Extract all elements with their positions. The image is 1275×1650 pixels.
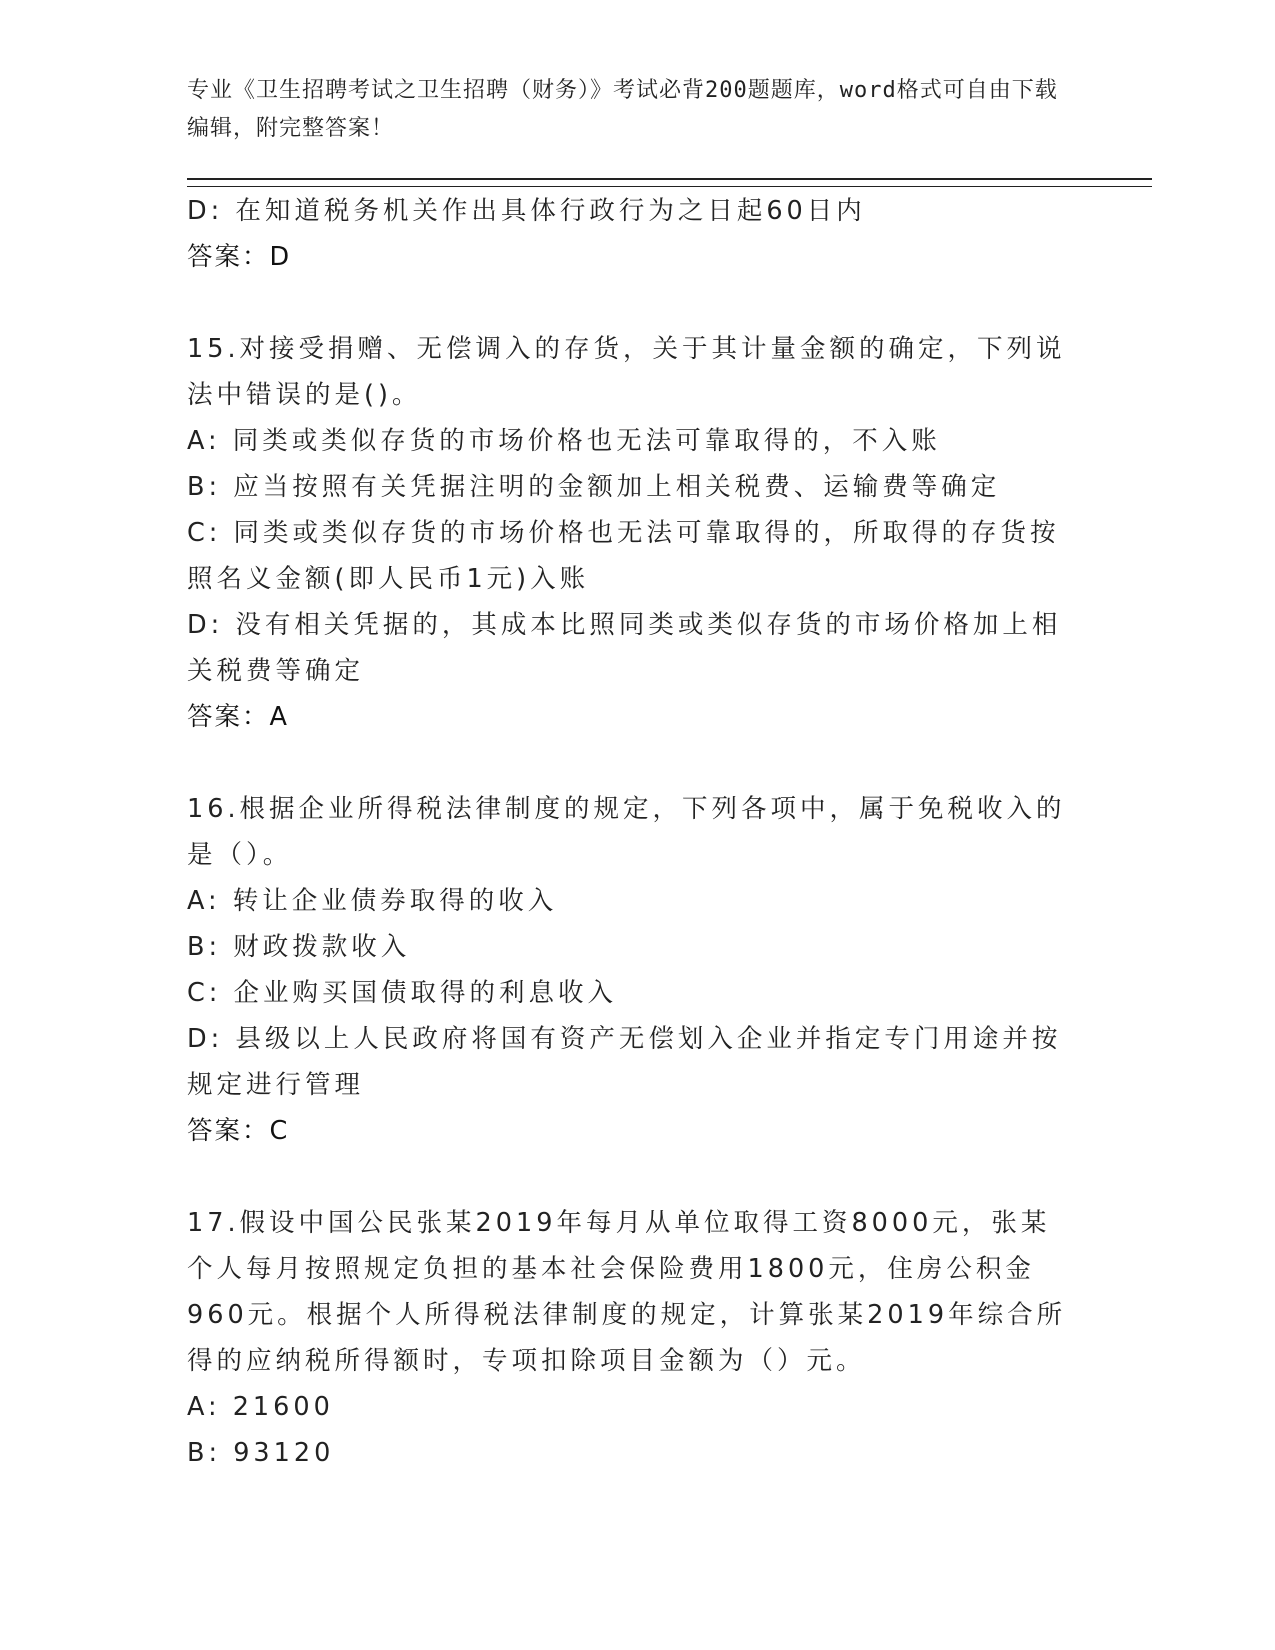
option-c: C: 同类或类似存货的市场价格也无法可靠取得的，所取得的存货按照名义金额(即人民币1元)入账 <box>187 518 1060 594</box>
spacer <box>187 740 1077 786</box>
question-17 <box>187 1200 1077 1476</box>
question-stem: 16.根据企业所得税法律制度的规定，下列各项中，属于免税收入的是（）。 <box>187 794 1066 870</box>
document-header <box>187 72 1067 148</box>
option-b: B: 应当按照有关凭据注明的金额加上相关税费、运输费等确定 <box>187 472 1001 502</box>
answer: 答案：A <box>187 702 289 732</box>
option-a: A: 转让企业债券取得的收入 <box>187 886 558 916</box>
header-divider <box>187 178 1152 187</box>
question-stem: 17.假设中国公民张某2019年每月从单位取得工资8000元，张某个人每月按照规定负担的基本社会保险费用1800元，住房公积金960元。根据个人所得税法律制度的规定，计算张某2019年综合所得的应纳税所得额时，专项扣除项目金额为（）元。 <box>187 1208 1067 1376</box>
option-c: C: 企业购买国债取得的利息收入 <box>187 978 618 1008</box>
spacer <box>187 280 1077 326</box>
question-16 <box>187 786 1077 1154</box>
option-b: B: 财政拨款收入 <box>187 932 411 962</box>
option-a: A: 同类或类似存货的市场价格也无法可靠取得的，不入账 <box>187 426 941 456</box>
document-title: 专业《卫生招聘考试之卫生招聘（财务）》考试必背200题题库，word格式可自由下载编辑，附完整答案！ <box>187 78 1058 141</box>
question-15 <box>187 326 1077 740</box>
document-body <box>187 188 1077 1476</box>
question-stem: 15.对接受捐赠、无偿调入的存货，关于其计量金额的确定，下列说法中错误的是()。 <box>187 334 1066 410</box>
answer: 答案：C <box>187 1116 290 1146</box>
option-d: D: 县级以上人民政府将国有资产无偿划入企业并指定专门用途并按规定进行管理 <box>187 1024 1062 1100</box>
option-d: D: 没有相关凭据的，其成本比照同类或类似存货的市场价格加上相关税费等确定 <box>187 610 1062 686</box>
answer: 答案：D <box>187 242 292 272</box>
spacer <box>187 1154 1077 1200</box>
option-b: B: 93120 <box>187 1438 335 1468</box>
option-d: D: 在知道税务机关作出具体行政行为之日起60日内 <box>187 196 866 226</box>
option-a: A: 21600 <box>187 1392 334 1422</box>
